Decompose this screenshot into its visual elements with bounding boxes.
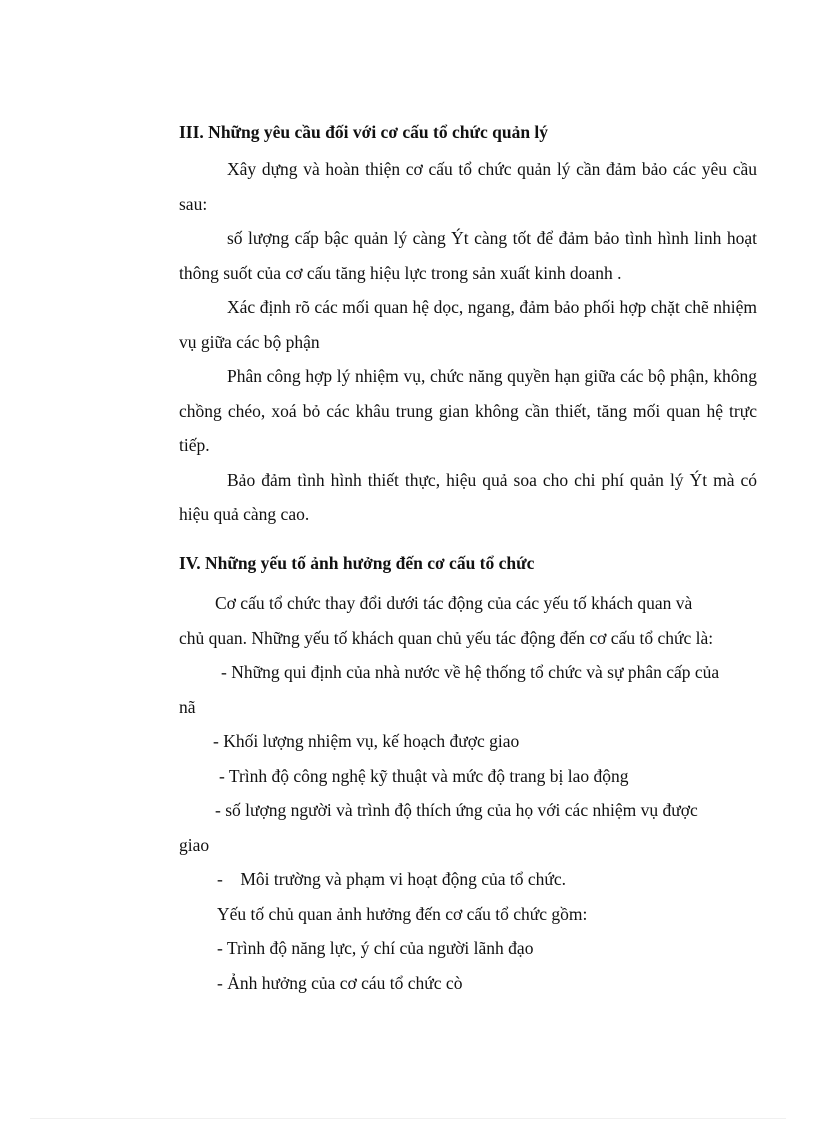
list-item: - Môi trường và phạm vi hoạt động của tổ chức. <box>217 869 566 889</box>
list-item: - số lượng người và trình độ thích ứng của họ với các nhiệm vụ được <box>215 800 698 820</box>
list-item: - Trình độ công nghệ kỹ thuật và mức độ trang bị lao động <box>219 765 629 786</box>
section-4-heading: IV. Những yếu tố ảnh hưởng đến cơ cấu tổ chức <box>179 553 535 573</box>
section-3-body <box>179 152 757 532</box>
list-item: - Ảnh hưởng của cơ cáu tổ chức cò <box>217 972 463 993</box>
paragraph: Xác định rõ các mối quan hệ dọc, ngang, đảm bảo phối hợp chặt chẽ nhiệm vụ giữa các bộ phận <box>179 297 757 352</box>
list-item: - Những qui định của nhà nước về hệ thống tổ chức và sự phân cấp của <box>221 662 720 682</box>
list-item: - Trình độ năng lực, ý chí của người lãnh đạo <box>217 938 534 958</box>
page-divider <box>30 1118 786 1119</box>
list-item-continuation: giao <box>179 834 210 855</box>
list-item-continuation: nã <box>179 696 196 717</box>
section-4-body <box>179 586 759 1000</box>
paragraph: Bảo đảm tình hình thiết thực, hiệu quả soa cho chi phí quản lý Ýt mà có hiệu quả càng cao. <box>179 469 757 524</box>
paragraph: Xây dựng và hoàn thiện cơ cấu tổ chức quản lý cần đảm bảo các yêu cầu sau: <box>179 159 757 214</box>
paragraph: số lượng cấp bậc quản lý càng Ýt càng tốt để đảm bảo tình hình linh hoạt thông suốt của cơ cấu tăng hiệu lực trong sản xuất kinh doanh . <box>179 228 757 283</box>
paragraph: Phân công hợp lý nhiệm vụ, chức năng quyền hạn giữa các bộ phận, không chồng chéo, xoá bỏ các khâu trung gian không cần thiết, tăng mối quan hệ trực tiếp. <box>179 366 757 455</box>
subjective-intro: Yếu tố chủ quan ảnh hưởng đến cơ cấu tổ chức gồm: <box>217 903 588 924</box>
intro-line: Cơ cấu tổ chức thay đổi dưới tác động của các yếu tố khách quan và <box>215 593 693 613</box>
intro-line: chủ quan. Những yếu tố khách quan chủ yếu tác động đến cơ cấu tổ chức là: <box>179 627 714 648</box>
section-3-heading: III. Những yêu cầu đối với cơ cấu tổ chức quản lý <box>179 122 549 142</box>
list-item: - Khối lượng nhiệm vụ, kế hoạch được giao <box>213 731 520 751</box>
